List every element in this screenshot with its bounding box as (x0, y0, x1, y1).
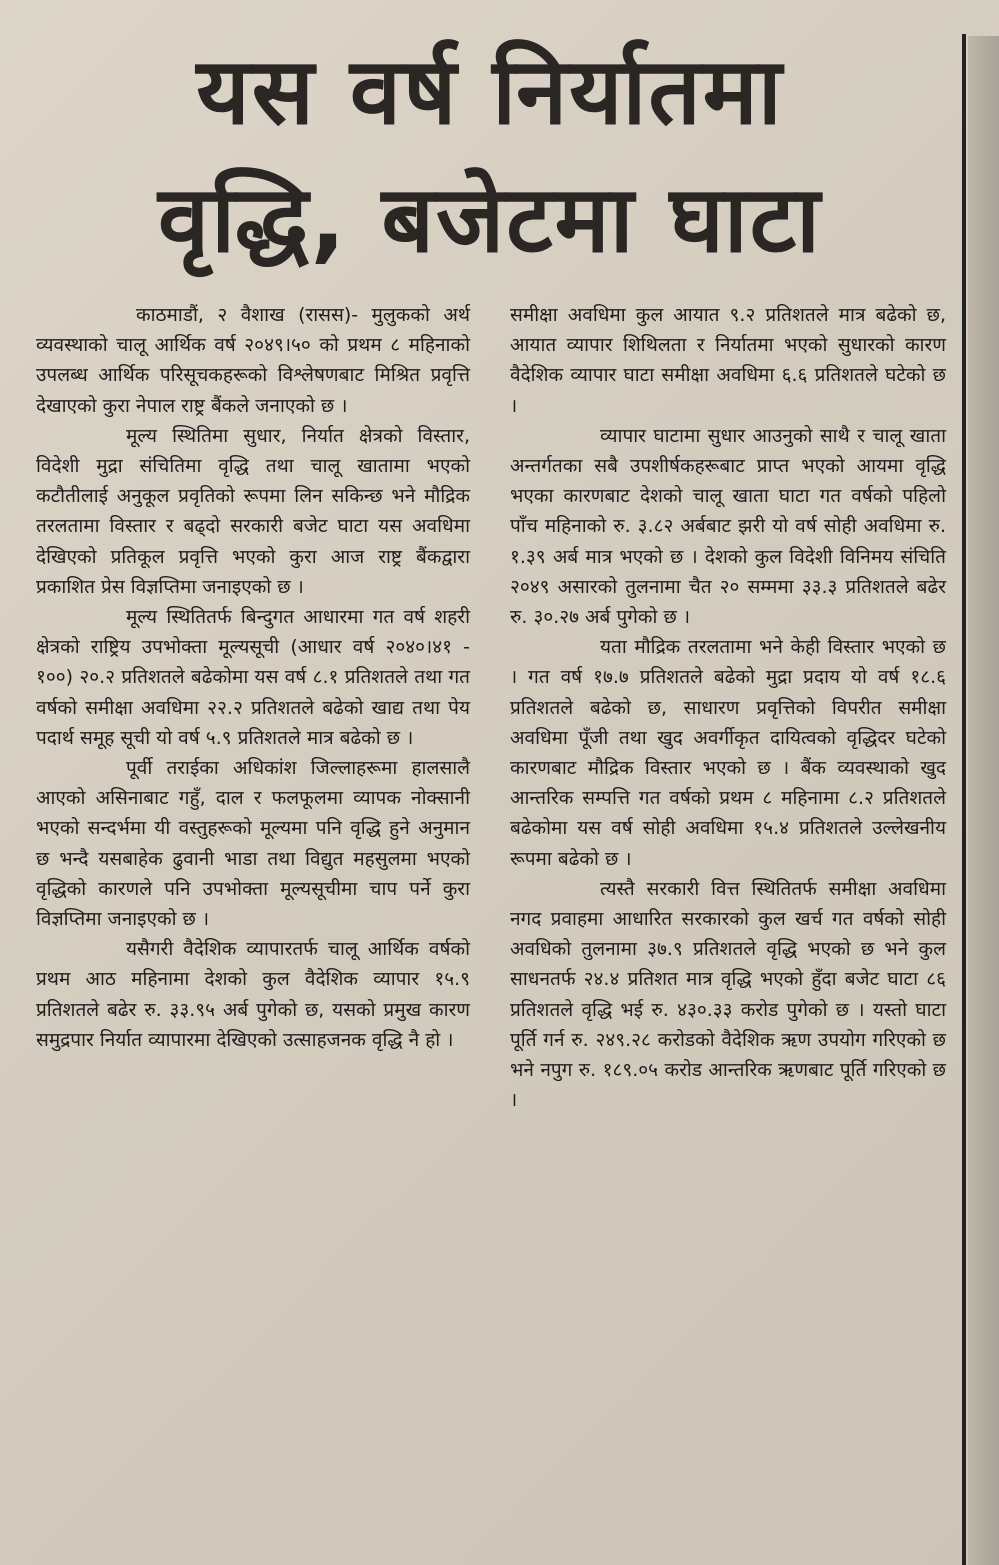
article-paragraph: त्यस्तै सरकारी वित्त स्थितितर्फ समीक्षा अवधिमा नगद प्रवाहमा आधारित सरकारको कुल खर्च गत वर्षको सोही अवधिको तुलनामा ३७.९ प्रतिशतले वृद्धि भएको छ भने कुल साधनतर्फ २४.४ प्रतिशत मात्र वृद्धि भएको हुँदा बजेट घाटा ८६ प्रतिशतले वृद्धि भई रु. ४३०.३३ करोड पुगेको छ । यस्तो घाटा पूर्ति गर्न रु. २४९.२८ करोडको वैदेशिक ऋण उपयोग गरिएको छ भने नपुग रु. १८९.०५ करोड आन्तरिक ऋणबाट पूर्ति गरिएको छ । (510, 877, 946, 1112)
article-paragraph: यता मौद्रिक तरलतामा भने केही विस्तार भएको छ । गत वर्ष १७.७ प्रतिशतले बढेको मुद्रा प्रदाय यो वर्ष १८.६ प्रतिशतले बढेको छ, साधारण प्रवृत्तिको विपरीत समीक्षा अवधिमा पूँजी तथा खुद अवर्गीकृत दायित्वको वृद्धिदर घटेको कारणबाट मौद्रिक विस्तार भएको छ । बैंक व्यवस्थाको खुद आन्तरिक सम्पत्ति गत वर्षको प्रथम ८ महिनामा ८.२ प्रतिशतले बढेकोमा यस वर्ष सोही अवधिमा १५.४ प्रतिशतले उल्लेखनीय रूपमा बढेको छ । (510, 636, 946, 870)
article-paragraph: मूल्य स्थितितर्फ बिन्दुगत आधारमा गत वर्ष शहरी क्षेत्रको राष्ट्रिय उपभोक्ता मूल्यसूची (आधार वर्ष २०४०।४१ - १००) २०.२ प्रतिशतले बढेकोमा यस वर्ष ८.१ प्रतिशतले तथा गत वर्षको समीक्षा अवधिमा २२.२ प्रतिशतले बढेको खाद्य तथा पेय पदार्थ समूह सूची यो वर्ष ५.९ प्रतिशतले मात्र बढेको छ । (36, 606, 470, 749)
headline-line-1: यस वर्ष निर्यातमा (196, 38, 784, 145)
headline-line-2: वृद्धि, बजेटमा घाटा (158, 166, 822, 273)
column-rule (962, 34, 966, 1565)
article-paragraph: मूल्य स्थितिमा सुधार, निर्यात क्षेत्रको विस्तार, विदेशी मुद्रा संचितिमा वृद्धि तथा चालू खातामा भएको कटौतीलाई अनुकूल प्रवृतिको रूपमा लिन सकिन्छ भने मौद्रिक तरलतामा विस्तार र बढ्दो सरकारी बजेट घाटा यस अवधिमा देखिएको प्रतिकूल प्रवृत्ति भएको कुरा आज राष्ट्र बैंकद्वारा प्रकाशित प्रेस विज्ञप्तिमा जनाइएको छ । (36, 424, 470, 598)
article-paragraph: समीक्षा अवधिमा कुल आयात ९.२ प्रतिशतले मात्र बढेको छ, आयात व्यापार शिथिलता र निर्यातमा भएको सुधारको कारण वैदेशिक व्यापार घाटा समीक्षा अवधिमा ६.६ प्रतिशतले घटेको छ । (510, 304, 946, 417)
article-paragraph: व्यापार घाटामा सुधार आउनुको साथै र चालू खाता अन्तर्गतका सबै उपशीर्षकहरूबाट प्राप्त भएको आयमा वृद्धि भएका कारणबाट देशको चालू खाता घाटा गत वर्षको पहिलो पाँच महिनाको रु. ३.८२ अर्बबाट झरी यो वर्ष सोही अवधिमा रु. १.३९ अर्ब मात्र भएको छ । देशको कुल विदेशी विनिमय संचिति २०४९ असारको तुलनामा चैत २० सम्ममा ३३.३ प्रतिशतले बढेर रु. ३०.२७ अर्ब पुगेको छ । (510, 424, 946, 629)
article-column-left (36, 300, 470, 1055)
article-paragraph: पूर्वी तराईका अधिकांश जिल्लाहरूमा हालसालै आएको असिनाबाट गहुँ, दाल र फलफूलमा व्यापक नोक्सानी भएको सन्दर्भमा यी वस्तुहरूको मूल्यमा पनि वृद्धि हुने अनुमान छ भन्दै यसबाहेक ढुवानी भाडा तथा विद्युत महसुलमा भएको वृद्धिको कारणले पनि उपभोक्ता मूल्यसूचीमा चाप पर्ने कुरा विज्ञप्तिमा जनाइएको छ । (36, 757, 470, 931)
article-column-right (510, 300, 946, 1115)
article-paragraph: यसैगरी वैदेशिक व्यापारतर्फ चालू आर्थिक वर्षको प्रथम आठ महिनामा देशको कुल वैदेशिक व्यापार १५.९ प्रतिशतले बढेर रु. ३३.९५ अर्ब पुगेको छ, यसको प्रमुख कारण समुद्रपार निर्यात व्यापारमा देखिएको उत्साहजनक वृद्धि नै हो । (36, 938, 470, 1051)
article-paragraph: काठमाडौं, २ वैशाख (रासस)- मुलुकको अर्थ व्यवस्थाको चालू आर्थिक वर्ष २०४९।५० को प्रथम ८ महिनाको उपलब्ध आर्थिक परिसूचकहरूको विश्लेषणबाट मिश्रित प्रवृत्ति देखाएको कुरा नेपाल राष्ट्र बैंकले जनाएको छ । (36, 304, 470, 417)
headline (40, 28, 940, 284)
adjacent-page-strip (968, 36, 999, 1565)
